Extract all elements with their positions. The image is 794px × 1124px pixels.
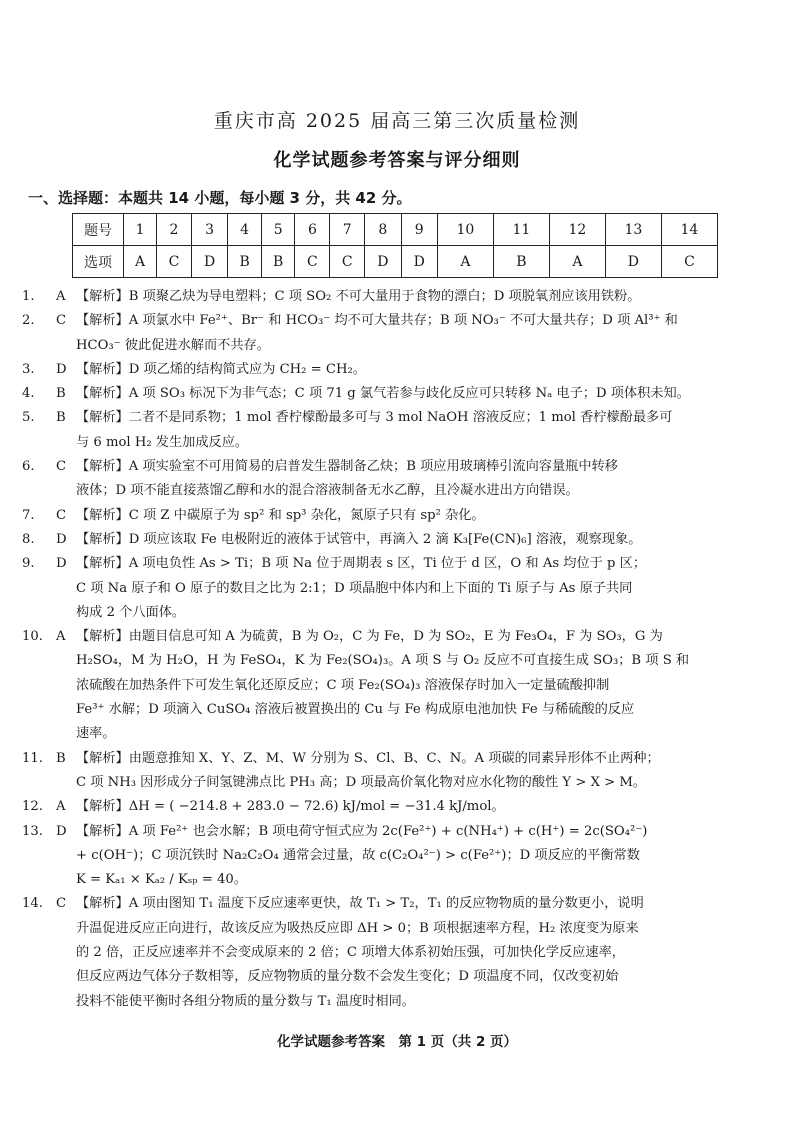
explanation-line: H₂SO₄，M 为 H₂O，H 为 FeSO₄，K 为 Fe₂(SO₄)₃。A 项 S 与 O₂ 反应不可直接生成 SO₃；B 项 S 和: [76, 653, 690, 669]
answer-option-cell: B: [493, 246, 549, 278]
item-explanation: [76, 285, 774, 309]
page-subtitle: 化学试题参考答案与评分细则: [273, 150, 521, 171]
item-number: 14.: [22, 896, 43, 912]
answer-option-cell: C: [295, 246, 330, 278]
item-answer: D: [56, 556, 67, 572]
answer-option-cell: A: [124, 246, 157, 278]
item-explanation: [76, 795, 774, 819]
question-number-cell: 7: [330, 214, 365, 246]
question-number-cell: 11: [493, 214, 549, 246]
item-answer: A: [56, 289, 66, 304]
item-number: 3.: [22, 361, 35, 377]
question-number-cell: 8: [365, 214, 401, 246]
explanation-line: 【解析】由题意推知 X、Y、Z、M、W 分别为 S、Cl、B、C、N。A 项碳的同素异形体不止两种；: [76, 750, 660, 766]
explanation-item: [22, 625, 774, 746]
explanation-list: [22, 285, 774, 1014]
explanation-line: 【解析】A 项氯水中 Fe²⁺、Br⁻ 和 HCO₃⁻ 均不可大量共存；B 项 NO₃⁻ 不可大量共存；D 项 Al³⁺ 和: [76, 313, 678, 329]
explanation-item: [22, 747, 774, 796]
explanation-line: C 项 Na 原子和 O 原子的数目之比为 2:1；D 项晶胞中体内和上下面的 Ti 原子与 As 原子共同: [76, 580, 633, 596]
item-answer: C: [56, 507, 67, 523]
explanation-line: 【解析】A 项实验室不可用简易的启普发生器制备乙炔；B 项应用玻璃棒引流向容量瓶中转移: [76, 459, 618, 475]
explanation-item: [22, 892, 774, 1013]
item-answer: B: [56, 750, 66, 766]
explanation-line: 【解析】A 项电负性 As > Ti；B 项 Na 位于周期表 s 区，Ti 位于 d 区，O 和 As 均位于 p 区；: [76, 556, 647, 572]
explanation-line: 【解析】C 项 Z 中碳原子为 sp² 和 sp³ 杂化，氮原子只有 sp² 杂化。: [76, 507, 485, 523]
explanation-line: 投料不能使平衡时各组分物质的量分数与 T₁ 温度时相同。: [76, 993, 415, 1009]
explanation-item: [22, 309, 774, 358]
explanation-item: [22, 795, 774, 819]
explanation-item: [22, 528, 774, 552]
item-number: 2.: [22, 313, 35, 329]
explanation-line: 【解析】A 项 Fe²⁺ 也会水解；B 项电荷守恒式应为 2c(Fe²⁺) + c(NH₄⁺) + c(H⁺) = 2c(SO₄²⁻): [76, 823, 648, 839]
answer-option-cell: D: [365, 246, 401, 278]
question-number-cell: 5: [261, 214, 295, 246]
explanation-line: 的 2 倍，正反应速率并不会变成原来的 2 倍；C 项增大体系初始压强，可加快化学反应速率，: [76, 945, 625, 961]
item-number: 8.: [22, 531, 35, 547]
answer-option-cell: C: [157, 246, 192, 278]
item-number: 1.: [22, 289, 35, 304]
explanation-line: 【解析】D 项应该取 Fe 电极附近的液体于试管中，再滴入 2 滴 K₃[Fe(CN)₆] 溶液，观察现象。: [76, 531, 642, 547]
explanation-item: [22, 358, 774, 382]
explanation-line: + c(OH⁻)；C 项沉铁时 Na₂C₂O₄ 通常会过量，故 c(C₂O₄²⁻) > c(Fe²⁺)；D 项反应的平衡常数: [76, 847, 640, 863]
answer-option-cell: D: [191, 246, 227, 278]
question-number-cell: 13: [605, 214, 661, 246]
explanation-item: [22, 504, 774, 528]
item-explanation: [76, 504, 774, 528]
explanation-line: 【解析】二者不是同系物；1 mol 香柠檬酚最多可与 3 mol NaOH 溶液反应；1 mol 香柠檬酚最多可: [76, 410, 673, 426]
item-explanation: [76, 309, 774, 358]
table-row-header: 选项: [73, 246, 124, 278]
explanation-line: 浓硫酸在加热条件下可发生氧化还原反应；C 项 Fe₂(SO₄)₃ 溶液保存时加入一定量硫酸抑制: [76, 677, 610, 693]
explanation-item: [22, 552, 774, 625]
answer-option-cell: D: [401, 246, 437, 278]
explanation-line: 【解析】B 项聚乙炔为导电塑料；C 项 SO₂ 不可大量用于食物的漂白；D 项脱氧剂应该用铁粉。: [76, 289, 641, 304]
explanation-line: 构成 2 个八面体。: [76, 604, 186, 620]
answer-option-cell: B: [228, 246, 262, 278]
page-title: 重庆市高 2025 届高三第三次质量检测: [213, 110, 581, 132]
item-explanation: [76, 747, 774, 796]
explanation-item: [22, 820, 774, 893]
item-explanation: [76, 382, 774, 406]
question-number-cell: 10: [437, 214, 493, 246]
explanation-line: C 项 NH₃ 因形成分子间氢键沸点比 PH₃ 高；D 项最高价氧化物对应水化物的酸性 Y > X > M。: [76, 774, 647, 790]
question-number-cell: 2: [157, 214, 192, 246]
item-number: 10.: [22, 629, 43, 645]
question-number-cell: 3: [191, 214, 227, 246]
explanation-line: 【解析】由题目信息可知 A 为硫黄，B 为 O₂，C 为 Fe，D 为 SO₂，E 为 Fe₃O₄，F 为 SO₃，G 为: [76, 629, 663, 645]
explanation-item: [22, 406, 774, 455]
explanation-line: 升温促进反应正向进行，故该反应为吸热反应即 ΔH > 0；B 项根据速率方程，H₂ 浓度变为原来: [76, 920, 639, 936]
item-answer: A: [56, 799, 66, 815]
explanation-line: HCO₃⁻ 彼此促进水解而不共存。: [76, 337, 270, 353]
item-answer: A: [56, 629, 66, 645]
question-number-cell: 6: [295, 214, 330, 246]
explanation-line: 速率。: [76, 726, 116, 742]
item-explanation: [76, 820, 774, 893]
item-answer: B: [56, 386, 66, 402]
explanation-item: [22, 455, 774, 504]
item-number: 12.: [22, 799, 43, 815]
item-number: 7.: [22, 507, 35, 523]
question-number-cell: 9: [401, 214, 437, 246]
item-answer: D: [56, 361, 67, 377]
table-row-header: 题号: [73, 214, 124, 246]
answer-option-cell: D: [605, 246, 661, 278]
question-number-cell: 1: [124, 214, 157, 246]
item-explanation: [76, 625, 774, 746]
item-explanation: [76, 892, 774, 1013]
answer-option-cell: B: [261, 246, 295, 278]
question-number-cell: 14: [661, 214, 717, 246]
item-number: 4.: [22, 386, 35, 402]
answer-table-answer-row: [73, 246, 718, 278]
item-explanation: [76, 358, 774, 382]
answer-table: [72, 213, 718, 278]
item-answer: C: [56, 896, 67, 912]
explanation-line: Fe³⁺ 水解；D 项滴入 CuSO₄ 溶液后被置换出的 Cu 与 Fe 构成原电池加快 Fe 与稀硫酸的反应: [76, 702, 635, 718]
explanation-line: K = Kₐ₁ × Kₐ₂ / Kₛₚ = 40。: [76, 872, 247, 888]
item-answer: C: [56, 313, 67, 329]
item-answer: B: [56, 410, 66, 426]
item-number: 11.: [22, 750, 43, 766]
item-explanation: [76, 552, 774, 625]
item-explanation: [76, 455, 774, 504]
item-number: 5.: [22, 410, 35, 426]
item-number: 6.: [22, 459, 35, 475]
explanation-line: 与 6 mol H₂ 发生加成反应。: [76, 434, 249, 450]
explanation-line: 【解析】D 项乙烯的结构简式应为 CH₂ = CH₂。: [76, 361, 366, 377]
explanation-line: 液体；D 项不能直接蒸馏乙醇和水的混合溶液制备无水乙醇，且冷凝水进出方向错误。: [76, 483, 579, 499]
explanation-item: [22, 382, 774, 406]
answer-table-number-row: [73, 214, 718, 246]
explanation-line: 但反应两边气体分子数相等，反应物物质的量分数不会发生变化；D 项温度不同，仅改变初始: [76, 969, 619, 985]
explanation-item: [22, 285, 774, 309]
question-number-cell: 12: [549, 214, 605, 246]
item-explanation: [76, 528, 774, 552]
answer-option-cell: A: [549, 246, 605, 278]
item-number: 13.: [22, 823, 43, 839]
question-number-cell: 4: [228, 214, 262, 246]
answer-option-cell: C: [330, 246, 365, 278]
page-footer: 化学试题参考答案 第 1 页（共 2 页）: [276, 1034, 518, 1050]
explanation-line: 【解析】ΔH = ( −214.8 + 283.0 − 72.6) kJ/mol = −31.4 kJ/mol。: [76, 799, 505, 815]
item-number: 9.: [22, 556, 35, 572]
explanation-line: 【解析】A 项 SO₃ 标况下为非气态；C 项 71 g 氯气若参与歧化反应可只转移 Nₐ 电子；D 项体积未知。: [76, 386, 690, 402]
explanation-line: 【解析】A 项由图知 T₁ 温度下反应速率更快，故 T₁ > T₂，T₁ 的反应物物质的量分数更小，说明: [76, 896, 644, 912]
section-heading: 一、选择题：本题共 14 小题，每小题 3 分，共 42 分。: [28, 189, 412, 207]
answer-option-cell: C: [661, 246, 717, 278]
item-answer: C: [56, 459, 67, 475]
item-answer: D: [56, 823, 67, 839]
answer-option-cell: A: [437, 246, 493, 278]
item-answer: D: [56, 531, 67, 547]
item-explanation: [76, 406, 774, 455]
